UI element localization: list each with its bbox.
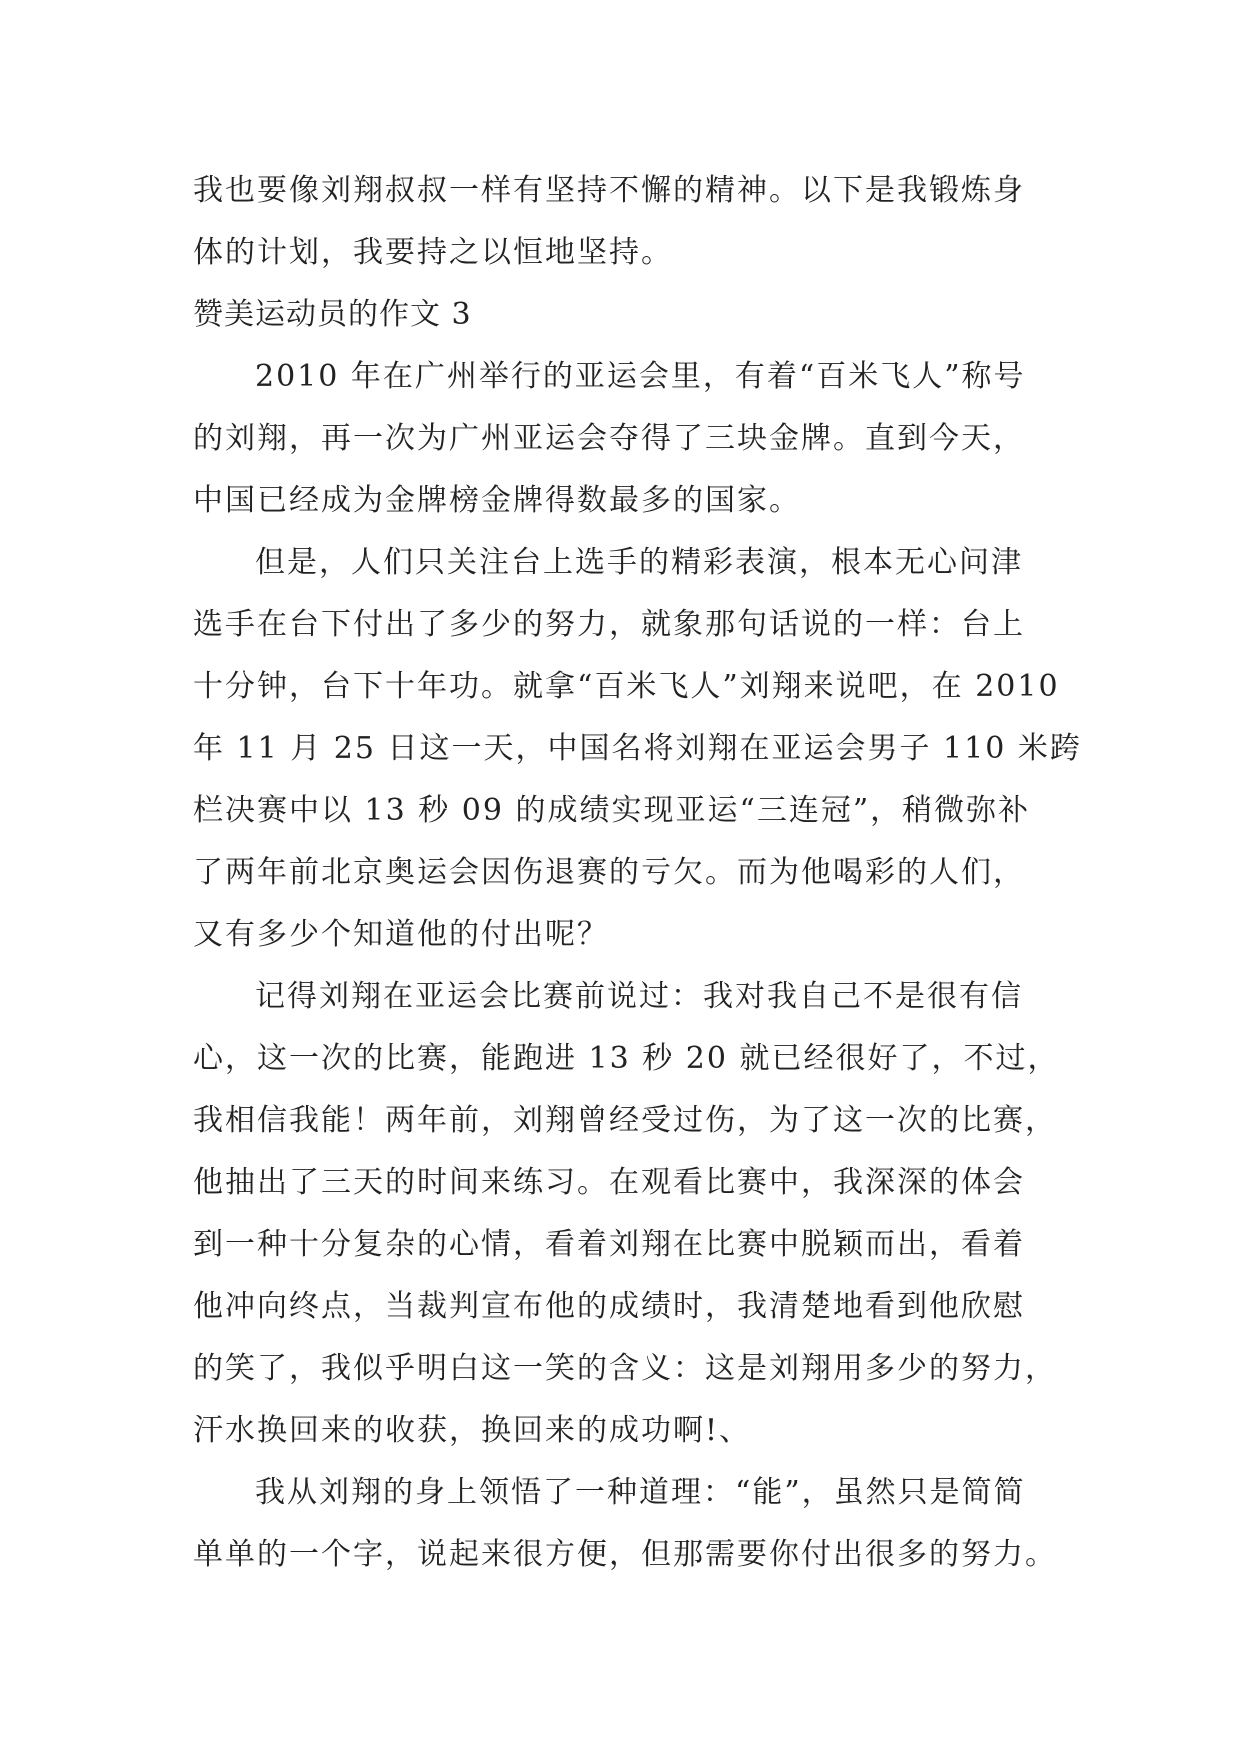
text-line: 的刘翔，再一次为广州亚运会夺得了三块金牌。直到今天， <box>193 421 1025 456</box>
text-line: 选手在台下付出了多少的努力，就象那句话说的一样：台上 <box>193 607 1025 642</box>
text-line: 又有多少个知道他的付出呢？ <box>193 917 609 952</box>
text-line: 心，这一次的比赛，能跑进 13 秒 20 就已经很好了，不过， <box>193 1041 1060 1076</box>
document-page <box>193 160 1082 1586</box>
text-line: 他冲向终点，当裁判宣布他的成绩时，我清楚地看到他欣慰 <box>193 1289 1025 1324</box>
text-line: 栏决赛中以 13 秒 09 的成绩实现亚运“三连冠”，稍微弥补 <box>193 793 1031 828</box>
paragraph-start-line: 记得刘翔在亚运会比赛前说过：我对我自己不是很有信 <box>255 979 1023 1014</box>
text-line: 十分钟，台下十年功。就拿“百米飞人”刘翔来说吧，在 2010 <box>193 669 1060 704</box>
paragraph-start-line: 2010 年在广州举行的亚运会里，有着“百米飞人”称号 <box>255 359 1026 394</box>
text-line: 年 11 月 25 日这一天，中国名将刘翔在亚运会男子 110 米跨 <box>193 731 1082 766</box>
section-heading: 赞美运动员的作文 3 <box>193 297 472 332</box>
text-line: 中国已经成为金牌榜金牌得数最多的国家。 <box>193 483 801 518</box>
paragraph-start-line: 我从刘翔的身上领悟了一种道理：“能”，虽然只是简简 <box>255 1475 1026 1510</box>
text-line: 到一种十分复杂的心情，看着刘翔在比赛中脱颖而出，看着 <box>193 1227 1025 1262</box>
text-line: 他抽出了三天的时间来练习。在观看比赛中，我深深的体会 <box>193 1165 1025 1200</box>
text-line: 了两年前北京奥运会因伤退赛的亏欠。而为他喝彩的人们， <box>193 855 1025 890</box>
text-line: 我相信我能！两年前，刘翔曾经受过伤，为了这一次的比赛， <box>193 1103 1057 1138</box>
text-line: 体的计划，我要持之以恒地坚持。 <box>193 235 673 270</box>
text-line: 我也要像刘翔叔叔一样有坚持不懈的精神。以下是我锻炼身 <box>193 173 1025 208</box>
paragraph-start-line: 但是，人们只关注台上选手的精彩表演，根本无心问津 <box>255 545 1023 580</box>
text-line: 单单的一个字，说起来很方便，但那需要你付出很多的努力。 <box>193 1537 1057 1572</box>
text-line: 汗水换回来的收获，换回来的成功啊!、 <box>193 1413 752 1448</box>
text-line: 的笑了，我似乎明白这一笑的含义：这是刘翔用多少的努力， <box>193 1351 1057 1386</box>
